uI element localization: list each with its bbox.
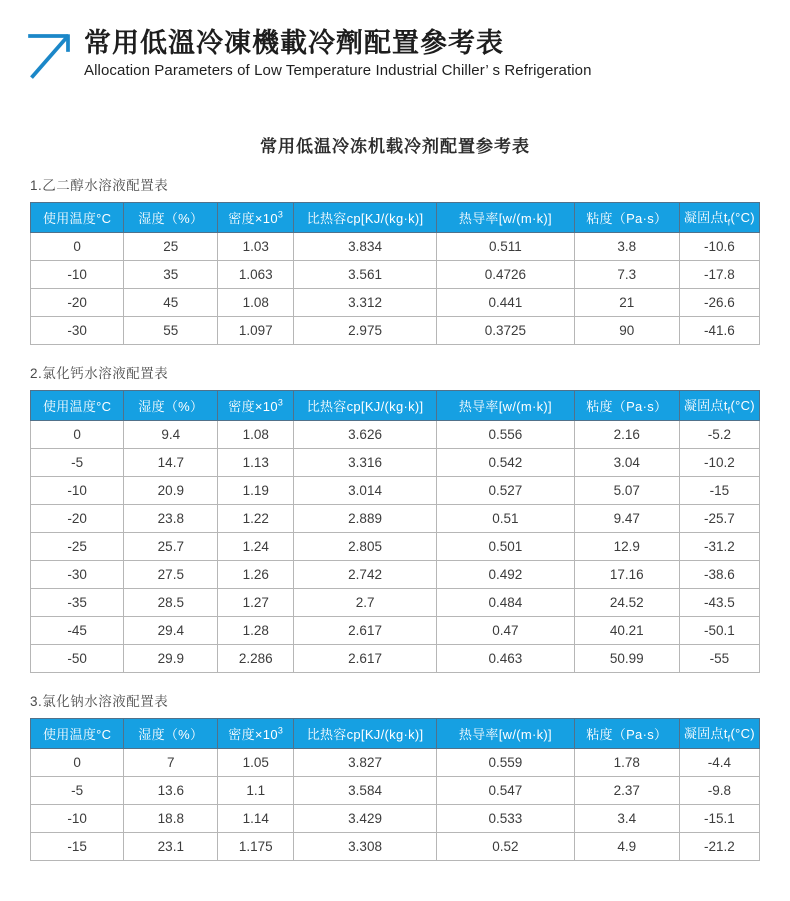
table-cell: 2.37 <box>574 777 679 805</box>
table-section <box>0 690 790 861</box>
table-cell: 1.1 <box>218 777 294 805</box>
table-cell: 1.27 <box>218 589 294 617</box>
table-cell: 25 <box>124 233 218 261</box>
table-cell: -26.6 <box>679 289 759 317</box>
table-cell: 55 <box>124 317 218 345</box>
table-row <box>31 261 760 289</box>
table-cell: -35 <box>31 589 124 617</box>
column-header: 密度$\times 10^3$ <box>218 391 294 421</box>
data-table-wrap <box>30 390 760 673</box>
table-header-row <box>31 719 760 749</box>
table-cell: 0.4726 <box>437 261 575 289</box>
table-cell: -5 <box>31 449 124 477</box>
table-cell: 2.889 <box>294 505 437 533</box>
table-row <box>31 505 760 533</box>
table-cell: 28.5 <box>124 589 218 617</box>
table-cell: 14.7 <box>124 449 218 477</box>
table-cell: -17.8 <box>679 261 759 289</box>
table-cell: 3.014 <box>294 477 437 505</box>
table-cell: 25.7 <box>124 533 218 561</box>
table-cell: 3.04 <box>574 449 679 477</box>
table-cell: 1.08 <box>218 421 294 449</box>
table-cell: 27.5 <box>124 561 218 589</box>
table-cell: -43.5 <box>679 589 759 617</box>
table-cell: 0.484 <box>437 589 575 617</box>
column-header: 湿度（%） <box>124 391 218 421</box>
table-cell: 0 <box>31 421 124 449</box>
document-title: 常用低温冷冻机载冷剂配置参考表 <box>260 137 530 156</box>
table-row <box>31 833 760 861</box>
table-row <box>31 289 760 317</box>
table-cell: -50.1 <box>679 617 759 645</box>
table-cell: -15.1 <box>679 805 759 833</box>
table-cell: -41.6 <box>679 317 759 345</box>
column-header: 比热容cp[KJ/(kg·k)] <box>294 391 437 421</box>
table-cell: 13.6 <box>124 777 218 805</box>
page-title: 常用低溫冷凍機載冷劑配置參考表 <box>84 28 504 58</box>
table-header-row <box>31 391 760 421</box>
column-header: 比热容cp[KJ/(kg·k)] <box>294 203 437 233</box>
column-header: 湿度（%） <box>124 203 218 233</box>
table-cell: 3.8 <box>574 233 679 261</box>
table-cell: 0.3725 <box>437 317 575 345</box>
column-header: 热导率[w/(m·k)] <box>437 203 575 233</box>
table-cell: -30 <box>31 317 124 345</box>
title-block <box>84 27 592 79</box>
table-cell: -10 <box>31 805 124 833</box>
table-cell: 9.47 <box>574 505 679 533</box>
table-cell: -45 <box>31 617 124 645</box>
column-header: 粘度（Pa·s） <box>574 203 679 233</box>
table-cell: 1.19 <box>218 477 294 505</box>
table-row <box>31 477 760 505</box>
table-row <box>31 749 760 777</box>
table-cell: 0.51 <box>437 505 575 533</box>
table-cell: 0.501 <box>437 533 575 561</box>
table-cell: 0 <box>31 233 124 261</box>
table-cell: 0.492 <box>437 561 575 589</box>
table-cell: 20.9 <box>124 477 218 505</box>
table-cell: 0.533 <box>437 805 575 833</box>
column-header: 热导率[w/(m·k)] <box>437 391 575 421</box>
table-cell: 90 <box>574 317 679 345</box>
table-cell: -50 <box>31 645 124 673</box>
table-cell: 2.617 <box>294 617 437 645</box>
table-cell: 0.559 <box>437 749 575 777</box>
data-table <box>30 718 760 861</box>
table-cell: 1.26 <box>218 561 294 589</box>
table-body <box>31 749 760 861</box>
column-header: 热导率[w/(m·k)] <box>437 719 575 749</box>
table-row <box>31 233 760 261</box>
table-cell: 2.286 <box>218 645 294 673</box>
table-cell: 45 <box>124 289 218 317</box>
table-cell: 5.07 <box>574 477 679 505</box>
table-cell: 7 <box>124 749 218 777</box>
table-cell: -4.4 <box>679 749 759 777</box>
table-row <box>31 533 760 561</box>
table-cell: 0.542 <box>437 449 575 477</box>
table-section <box>0 174 790 345</box>
table-cell: 40.21 <box>574 617 679 645</box>
table-cell: 1.08 <box>218 289 294 317</box>
page-subtitle: Allocation Parameters of Low Temperature Industrial Chiller’ s Refrigeration <box>84 62 592 80</box>
table-cell: -10.6 <box>679 233 759 261</box>
table-cell: -15 <box>679 477 759 505</box>
table-row <box>31 777 760 805</box>
table-cell: 0.463 <box>437 645 575 673</box>
table-cell: 0.47 <box>437 617 575 645</box>
table-cell: 1.14 <box>218 805 294 833</box>
table-cell: 0.527 <box>437 477 575 505</box>
table-cell: 3.827 <box>294 749 437 777</box>
table-cell: -15 <box>31 833 124 861</box>
table-cell: 2.805 <box>294 533 437 561</box>
table-cell: -38.6 <box>679 561 759 589</box>
table-cell: 3.584 <box>294 777 437 805</box>
column-header: 凝固点$t_f(^\circ C)$ <box>679 203 759 233</box>
table-cell: 24.52 <box>574 589 679 617</box>
column-header: 比热容cp[KJ/(kg·k)] <box>294 719 437 749</box>
table-row <box>31 561 760 589</box>
table-cell: 21 <box>574 289 679 317</box>
table-cell: 18.8 <box>124 805 218 833</box>
table-cell: 17.16 <box>574 561 679 589</box>
table-cell: -10 <box>31 261 124 289</box>
column-header: 密度$\times 10^3$ <box>218 719 294 749</box>
column-header: 湿度（%） <box>124 719 218 749</box>
table-section <box>0 362 790 673</box>
table-cell: 12.9 <box>574 533 679 561</box>
table-cell: -30 <box>31 561 124 589</box>
table-cell: 1.05 <box>218 749 294 777</box>
table-cell: 3.308 <box>294 833 437 861</box>
table-cell: 2.16 <box>574 421 679 449</box>
table-row <box>31 617 760 645</box>
table-cell: 2.975 <box>294 317 437 345</box>
table-cell: 23.8 <box>124 505 218 533</box>
column-header: 粘度（Pa·s） <box>574 391 679 421</box>
table-cell: -55 <box>679 645 759 673</box>
column-header: 凝固点$t_f(^\circ C)$ <box>679 391 759 421</box>
table-cell: -5.2 <box>679 421 759 449</box>
data-table-wrap <box>30 202 760 345</box>
column-header: 使用温度°C <box>31 719 124 749</box>
table-cell: -9.8 <box>679 777 759 805</box>
table-cell: 1.03 <box>218 233 294 261</box>
table-cell: 29.4 <box>124 617 218 645</box>
table-cell: 35 <box>124 261 218 289</box>
table-cell: 0.547 <box>437 777 575 805</box>
table-cell: 3.312 <box>294 289 437 317</box>
table-cell: 0.556 <box>437 421 575 449</box>
table-row <box>31 317 760 345</box>
table-cell: 4.9 <box>574 833 679 861</box>
table-cell: 0 <box>31 749 124 777</box>
table-cell: -31.2 <box>679 533 759 561</box>
table-cell: -21.2 <box>679 833 759 861</box>
table-cell: 1.28 <box>218 617 294 645</box>
table-cell: -20 <box>31 505 124 533</box>
table-cell: 2.7 <box>294 589 437 617</box>
table-cell: 2.742 <box>294 561 437 589</box>
table-cell: -10.2 <box>679 449 759 477</box>
table-row <box>31 421 760 449</box>
table-cell: 2.617 <box>294 645 437 673</box>
table-header-row <box>31 203 760 233</box>
table-cell: 1.24 <box>218 533 294 561</box>
section-label: 1.乙二醇水溶液配置表 <box>30 178 169 193</box>
table-cell: 3.4 <box>574 805 679 833</box>
table-cell: 29.9 <box>124 645 218 673</box>
table-body <box>31 233 760 345</box>
data-table <box>30 202 760 345</box>
table-cell: 1.175 <box>218 833 294 861</box>
table-body <box>31 421 760 673</box>
table-row <box>31 589 760 617</box>
page-header <box>0 0 790 85</box>
table-cell: 3.316 <box>294 449 437 477</box>
table-cell: -5 <box>31 777 124 805</box>
column-header: 使用温度°C <box>31 203 124 233</box>
table-cell: 0.441 <box>437 289 575 317</box>
table-cell: 23.1 <box>124 833 218 861</box>
data-table-wrap <box>30 718 760 861</box>
column-header: 粘度（Pa·s） <box>574 719 679 749</box>
table-cell: 3.429 <box>294 805 437 833</box>
table-cell: 50.99 <box>574 645 679 673</box>
table-row <box>31 449 760 477</box>
table-cell: 9.4 <box>124 421 218 449</box>
column-header: 密度$\times 10^3$ <box>218 203 294 233</box>
table-cell: 1.063 <box>218 261 294 289</box>
table-cell: -10 <box>31 477 124 505</box>
table-cell: 7.3 <box>574 261 679 289</box>
data-table <box>30 390 760 673</box>
table-row <box>31 805 760 833</box>
table-row <box>31 645 760 673</box>
section-label: 2.氯化钙水溶液配置表 <box>30 366 169 381</box>
table-cell: 1.13 <box>218 449 294 477</box>
table-cell: -25.7 <box>679 505 759 533</box>
column-header: 凝固点$t_f(^\circ C)$ <box>679 719 759 749</box>
table-cell: 1.78 <box>574 749 679 777</box>
table-cell: 3.834 <box>294 233 437 261</box>
table-cell: 0.52 <box>437 833 575 861</box>
table-cell: -25 <box>31 533 124 561</box>
table-cell: 3.561 <box>294 261 437 289</box>
table-cell: 1.097 <box>218 317 294 345</box>
table-cell: -20 <box>31 289 124 317</box>
table-cell: 1.22 <box>218 505 294 533</box>
table-cell: 3.626 <box>294 421 437 449</box>
table-cell: 0.511 <box>437 233 575 261</box>
sections-container <box>0 174 790 901</box>
arrow-up-right-icon <box>24 27 74 85</box>
section-label: 3.氯化钠水溶液配置表 <box>30 694 169 709</box>
column-header: 使用温度°C <box>31 391 124 421</box>
